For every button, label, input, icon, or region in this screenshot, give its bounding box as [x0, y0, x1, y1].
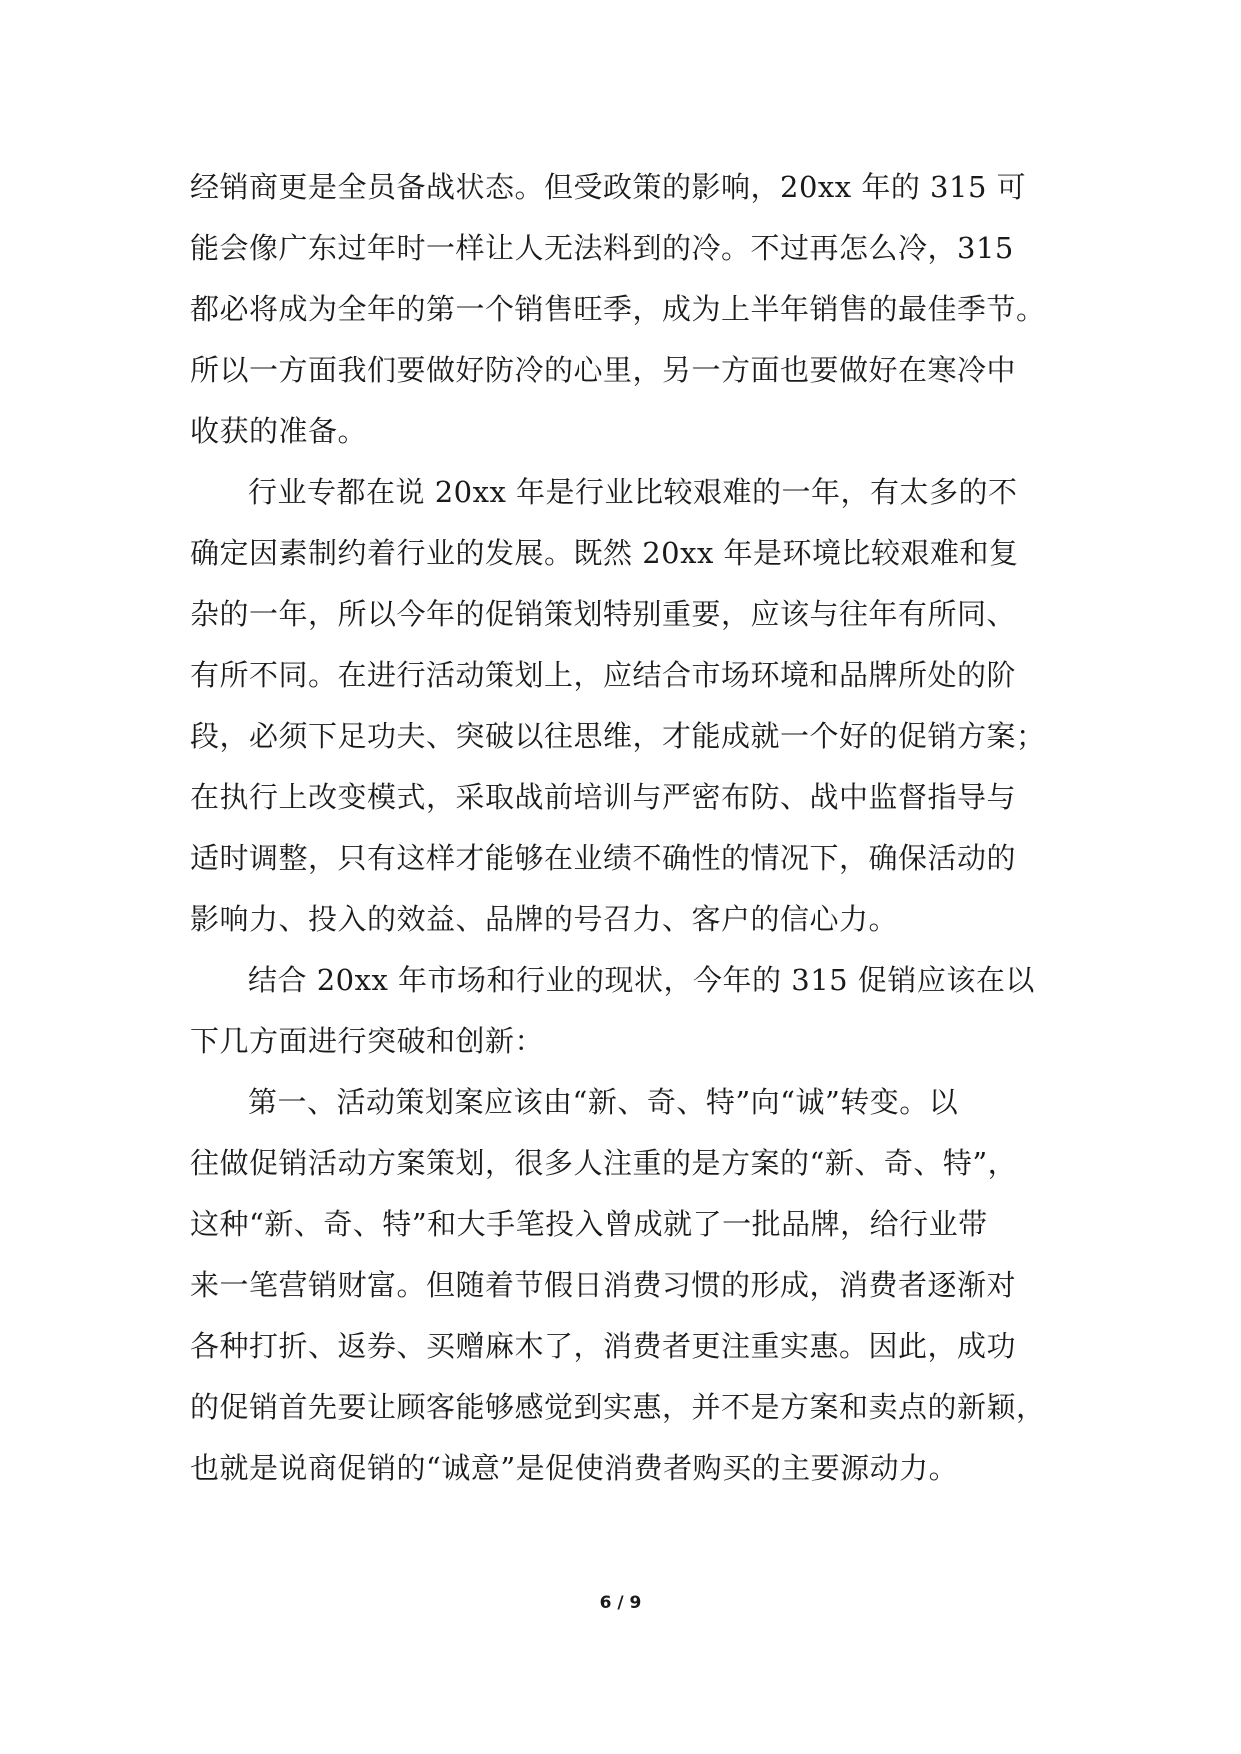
text-line: 收获的准备。 [190, 414, 368, 448]
text-line: 杂的一年，所以今年的促销策划特别重要，应该与往年有所同、 [190, 597, 1017, 631]
text-line: 确定因素制约着行业的发展。既然 20xx 年是环境比较艰难和复 [190, 536, 1019, 570]
page-number: 6 / 9 [599, 1593, 642, 1613]
text-line: 影响力、投入的效益、品牌的号召力、客户的信心力。 [190, 902, 899, 936]
text-line: 各种打折、返券、买赠麻木了，消费者更注重实惠。因此，成功 [190, 1329, 1017, 1363]
paragraph-first-line: 结合 20xx 年市场和行业的现状，今年的 315 促销应该在以 [248, 963, 1035, 997]
text-line: 的促销首先要让顾客能够感觉到实惠，并不是方案和卖点的新颖， [190, 1390, 1046, 1424]
text-line: 经销商更是全员备战状态。但受政策的影响，20xx 年的 315 可 [190, 170, 1027, 204]
text-line: 来一笔营销财富。但随着节假日消费习惯的形成，消费者逐渐对 [190, 1268, 1017, 1302]
text-line: 在执行上改变模式，采取战前培训与严密布防、战中监督指导与 [190, 780, 1017, 814]
text-line: 段，必须下足功夫、突破以往思维，才能成就一个好的促销方案； [190, 719, 1046, 753]
text-line: 有所不同。在进行活动策划上，应结合市场环境和品牌所处的阶 [190, 658, 1017, 692]
text-line: 也就是说商促销的“诚意”是促使消费者购买的主要源动力。 [190, 1451, 959, 1485]
text-line: 都必将成为全年的第一个销售旺季，成为上半年销售的最佳季节。 [190, 292, 1046, 326]
text-line: 下几方面进行突破和创新： [190, 1024, 545, 1058]
text-line: 往做促销活动方案策划，很多人注重的是方案的“新、奇、特”， [190, 1146, 1018, 1180]
paragraph-first-line: 行业专都在说 20xx 年是行业比较艰难的一年，有太多的不 [248, 475, 1018, 509]
text-line: 所以一方面我们要做好防冷的心里，另一方面也要做好在寒冷中 [190, 353, 1017, 387]
text-line: 这种“新、奇、特”和大手笔投入曾成就了一批品牌，给行业带 [190, 1207, 988, 1241]
text-line: 能会像广东过年时一样让人无法料到的冷。不过再怎么冷，315 [190, 231, 1014, 265]
paragraph-first-line: 第一、活动策划案应该由“新、奇、特”向“诚”转变。以 [248, 1085, 959, 1119]
text-line: 适时调整，只有这样才能够在业绩不确性的情况下，确保活动的 [190, 841, 1017, 875]
